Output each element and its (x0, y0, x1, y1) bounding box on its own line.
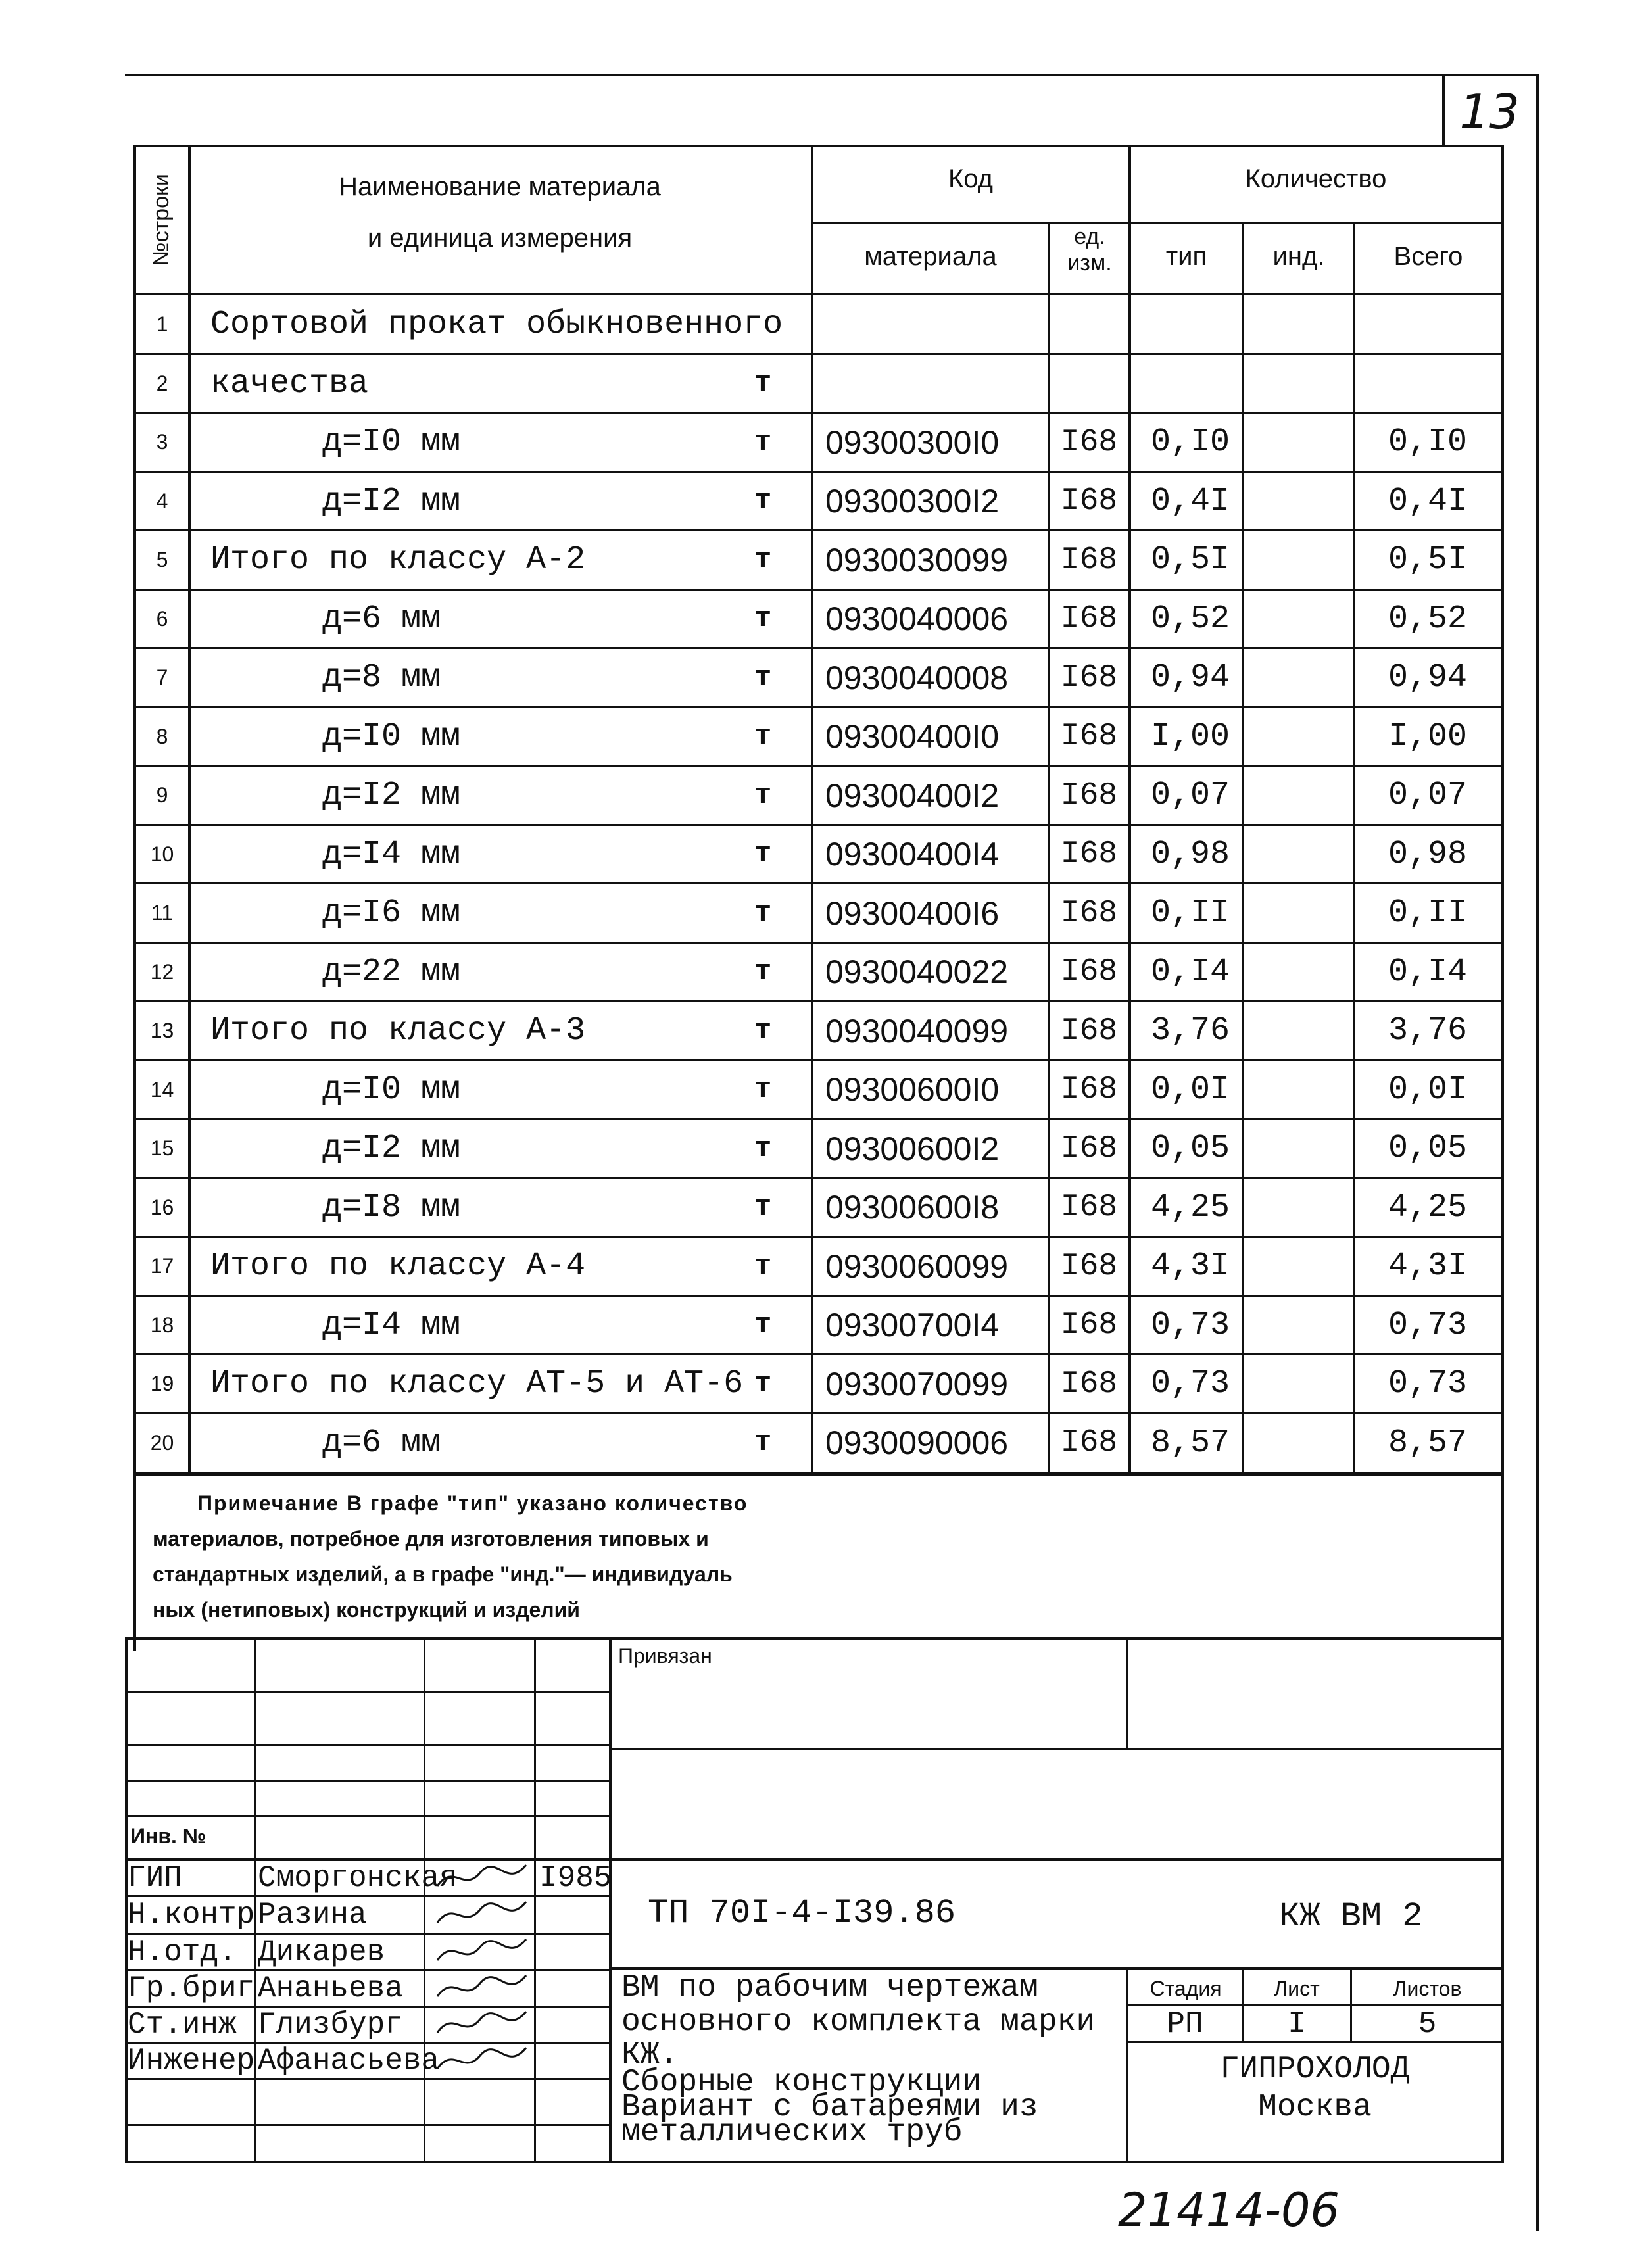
row-number-header: №строки (148, 173, 174, 266)
material-code: 09300400I0 (825, 718, 1000, 756)
unit-code: I68 (1060, 1190, 1118, 1226)
unit-code (1050, 354, 1128, 414)
qty-total: 0,05 (1388, 1130, 1468, 1168)
qty-typ: 4,25 (1151, 1188, 1230, 1226)
row-number: 17 (150, 1254, 174, 1278)
unit-symbol: т (754, 1249, 772, 1283)
material-name: д=I4 мм (322, 1306, 461, 1344)
inventory-number-label: Инв. № (130, 1824, 206, 1848)
qty-typ: 0,I4 (1151, 953, 1230, 991)
material-name: д=I0 мм (322, 717, 461, 756)
note-line2: материалов, потребное для изготовления типовых и (153, 1527, 709, 1551)
unit-symbol: т (754, 1309, 772, 1342)
organization-name: ГИПРОХОЛОД (1220, 2052, 1410, 2087)
qty-typ: 0,05 (1151, 1130, 1230, 1168)
qty-ind (1244, 531, 1353, 590)
note-line1: Примечание В графе "тип" указано количество (197, 1491, 748, 1515)
unit-symbol: т (754, 955, 772, 989)
archive-number: 21414-06 (1118, 2183, 1340, 2237)
signature-scribble (434, 1934, 533, 1971)
unit-symbol: т (754, 602, 772, 636)
qty-ind (1244, 884, 1353, 943)
material-code: 0930040006 (825, 600, 1009, 638)
unit-code: I68 (1060, 1248, 1118, 1284)
qty-total: 0,II (1388, 894, 1468, 932)
code-unit-header: ед. изм. (1067, 224, 1112, 276)
title-line: металлических труб (621, 2115, 963, 2150)
material-code: 09300400I2 (825, 777, 1000, 814)
material-name: д=I4 мм (322, 835, 461, 873)
sheet-value: I (1288, 2007, 1306, 2041)
stage-label: Стадия (1150, 1977, 1222, 2000)
signature-scribble (434, 1970, 533, 2007)
material-name: д=I0 мм (322, 423, 461, 462)
row-number: 6 (156, 606, 168, 631)
unit-code: I68 (1060, 542, 1118, 578)
row-number: 11 (151, 901, 174, 925)
material-code: 0930070099 (825, 1365, 1009, 1403)
staff-date: I985 (539, 1861, 612, 1895)
qty-ind (1244, 413, 1353, 472)
material-code: 09300600I2 (825, 1130, 1000, 1167)
qty-total: 0,4I (1388, 482, 1468, 520)
qty-ind (1244, 1355, 1353, 1414)
qty-typ: 0,52 (1151, 600, 1230, 638)
material-code: 09300400I6 (825, 894, 1000, 932)
material-code: 0930040022 (825, 953, 1009, 991)
qty-ind (1244, 472, 1353, 531)
qty-ind (1244, 1001, 1353, 1061)
stage-value: РП (1167, 2007, 1203, 2041)
qty-typ: 0,4I (1151, 482, 1230, 520)
qty-ind-header: инд. (1272, 242, 1325, 271)
project-code: ТП 70I-4-I39.86 (648, 1894, 956, 1933)
note-line3: стандартных изделий, а в графе "инд."— индивидуаль (153, 1562, 733, 1586)
qty-typ: 0,5I (1151, 541, 1230, 579)
qty-ind (1244, 1178, 1353, 1238)
qty-total: 3,76 (1388, 1012, 1468, 1050)
unit-code: I68 (1060, 836, 1118, 873)
code-material-header: материала (864, 242, 997, 271)
document-mark: КЖ ВМ 2 (1279, 1897, 1423, 1936)
qty-typ: 3,76 (1151, 1012, 1230, 1050)
note-line4: ных (нетиповых) конструкций и изделий (153, 1598, 580, 1622)
row-number: 1 (156, 312, 168, 337)
name-header-line1: Наименование материала (339, 172, 661, 201)
material-code (813, 354, 1048, 414)
staff-role: ГИП (128, 1861, 182, 1895)
qty-ind (1244, 1061, 1353, 1120)
unit-code: I68 (1060, 1130, 1118, 1167)
qty-total (1355, 354, 1501, 414)
title-line: Вариант с батареями из (621, 2090, 1038, 2125)
qty-typ: 4,3I (1151, 1247, 1230, 1286)
qty-total (1355, 295, 1501, 354)
title-line: ВМ по рабочим чертежам (621, 1970, 1038, 2006)
material-code: 0930060099 (825, 1247, 1009, 1285)
material-name: д=22 мм (322, 953, 461, 991)
signature-scribble (434, 1860, 533, 1896)
unit-symbol: т (754, 779, 772, 812)
staff-role: Н.отд. (128, 1935, 237, 1969)
qty-ind (1244, 354, 1353, 414)
row-number: 15 (150, 1136, 174, 1161)
code-header: Код (948, 164, 993, 193)
qty-ind (1244, 825, 1353, 884)
qty-total: 0,73 (1388, 1365, 1468, 1403)
unit-code: I68 (1060, 1072, 1118, 1108)
qty-total: 0,5I (1388, 541, 1468, 579)
staff-name: Афанасьева (258, 2044, 440, 2078)
qty-total: 0,94 (1388, 659, 1468, 697)
row-number: 2 (156, 371, 168, 395)
qty-typ: 8,57 (1151, 1424, 1230, 1462)
staff-name: Ананьева (258, 1971, 403, 2006)
qty-typ: 0,94 (1151, 659, 1230, 697)
material-name: д=I2 мм (322, 1130, 461, 1168)
material-code: 0930090006 (825, 1424, 1009, 1462)
staff-name: Глизбург (258, 2008, 403, 2042)
unit-code: I68 (1060, 601, 1118, 637)
qty-ind (1244, 943, 1353, 1002)
unit-symbol: т (754, 1073, 772, 1107)
material-code: 09300600I0 (825, 1071, 1000, 1109)
name-header-line2: и единица измерения (367, 224, 633, 253)
qty-total: 4,3I (1388, 1247, 1468, 1286)
qty-ind (1244, 1296, 1353, 1355)
unit-symbol: т (754, 720, 772, 754)
row-number: 4 (156, 489, 168, 513)
page-number: 13 (1459, 84, 1520, 139)
material-code: 0930030099 (825, 541, 1009, 579)
unit-symbol: т (754, 1014, 772, 1048)
unit-code: I68 (1060, 777, 1118, 813)
unit-symbol: т (754, 661, 772, 694)
unit-symbol: т (754, 896, 772, 930)
unit-code: I68 (1060, 954, 1118, 990)
material-name: д=6 мм (322, 1424, 441, 1462)
qty-total: 0,52 (1388, 600, 1468, 638)
qty-total: 0,0I (1388, 1071, 1468, 1109)
unit-symbol: т (754, 1191, 772, 1224)
material-code: 09300600I8 (825, 1189, 1000, 1226)
staff-name: Сморгонская (258, 1861, 458, 1895)
qty-total-header: Всего (1393, 242, 1463, 271)
unit-symbol: т (754, 1367, 772, 1401)
qty-typ: 0,98 (1151, 835, 1230, 873)
qty-total: 0,07 (1388, 777, 1468, 815)
qty-total: 8,57 (1388, 1424, 1468, 1462)
qty-total: I,00 (1388, 717, 1468, 756)
material-name: Сортовой прокат обыкновенного (210, 306, 783, 344)
qty-ind (1244, 1119, 1353, 1178)
qty-total: 0,98 (1388, 835, 1468, 873)
row-number: 20 (150, 1430, 174, 1455)
staff-role: Ст.инж (128, 2008, 237, 2042)
material-code: 09300400I4 (825, 836, 1000, 873)
unit-symbol: т (754, 367, 772, 400)
material-code: 09300300I0 (825, 423, 1000, 461)
material-name: д=I0 мм (322, 1071, 461, 1109)
material-name: д=6 мм (322, 600, 441, 638)
qty-typ: 0,07 (1151, 777, 1230, 815)
qty-total: 0,73 (1388, 1306, 1468, 1344)
qty-ind (1244, 648, 1353, 708)
material-name: Итого по классу АТ-5 и АТ-6 (210, 1365, 744, 1403)
qty-typ: 0,0I (1151, 1071, 1230, 1109)
unit-symbol: т (754, 838, 772, 871)
unit-symbol: т (754, 425, 772, 459)
material-code (813, 295, 1048, 354)
unit-code: I68 (1060, 719, 1118, 755)
row-number: 14 (150, 1077, 174, 1101)
signature-scribble (434, 2042, 533, 2079)
qty-ind (1244, 1237, 1353, 1296)
qty-typ: 0,II (1151, 894, 1230, 932)
qty-typ (1131, 295, 1242, 354)
unit-code: I68 (1060, 895, 1118, 931)
material-name: д=I2 мм (322, 777, 461, 815)
row-number: 13 (150, 1019, 174, 1043)
material-code: 0930040099 (825, 1012, 1009, 1050)
unit-code: I68 (1060, 1307, 1118, 1343)
unit-code: I68 (1060, 483, 1118, 519)
staff-name: Разина (258, 1898, 367, 1932)
unit-code: I68 (1060, 1425, 1118, 1461)
row-number: 9 (156, 783, 168, 808)
qty-ind (1244, 708, 1353, 767)
material-code: 09300700I4 (825, 1307, 1000, 1344)
qty-typ: 0,I0 (1151, 423, 1230, 462)
staff-role: Инженер (128, 2044, 255, 2078)
unit-symbol: т (754, 485, 772, 518)
unit-code (1050, 295, 1128, 354)
material-name: Итого по классу А-3 (210, 1012, 586, 1050)
unit-symbol (717, 295, 809, 354)
unit-symbol: т (754, 543, 772, 577)
material-name: д=8 мм (322, 659, 441, 697)
material-name: д=I2 мм (322, 482, 461, 520)
qty-ind (1244, 766, 1353, 825)
qty-ind (1244, 1414, 1353, 1473)
material-name: д=I6 мм (322, 894, 461, 932)
qty-total: 0,I4 (1388, 953, 1468, 991)
row-number: 19 (150, 1372, 174, 1396)
quantity-header: Количество (1245, 164, 1387, 193)
organization-city: Москва (1258, 2090, 1372, 2125)
row-number: 12 (150, 959, 174, 984)
row-number: 5 (156, 548, 168, 572)
unit-code: I68 (1060, 660, 1118, 696)
qty-total: 0,I0 (1388, 423, 1468, 462)
unit-code: I68 (1060, 424, 1118, 460)
row-number: 16 (150, 1195, 174, 1219)
material-name: качества (210, 364, 369, 402)
sheets-label: Листов (1393, 1977, 1462, 2000)
row-number: 18 (150, 1313, 174, 1337)
material-code: 0930040008 (825, 659, 1009, 696)
signature-scribble (434, 1896, 533, 1933)
qty-ind (1244, 590, 1353, 649)
staff-role: Гр.бриг (128, 1971, 255, 2006)
sheets-value: 5 (1418, 2007, 1437, 2041)
qty-typ: I,00 (1151, 717, 1230, 756)
qty-typ-header: тип (1165, 242, 1207, 271)
unit-code: I68 (1060, 1366, 1118, 1402)
privyazan-label: Привязан (618, 1644, 712, 1668)
signature-scribble (434, 2006, 533, 2043)
title-line: основного комплекта марки (621, 2004, 1096, 2040)
title-line: КЖ. (621, 2037, 679, 2073)
title-line: Сборные конструкции (621, 2065, 982, 2100)
material-name: Итого по классу А-2 (210, 541, 586, 579)
material-name: Итого по классу А-4 (210, 1247, 586, 1286)
staff-name: Дикарев (258, 1935, 385, 1969)
unit-symbol: т (754, 1132, 772, 1165)
staff-role: Н.контр (128, 1898, 255, 1932)
qty-ind (1244, 295, 1353, 354)
unit-symbol: т (754, 1426, 772, 1460)
qty-typ: 0,73 (1151, 1306, 1230, 1344)
material-code: 09300300I2 (825, 483, 1000, 520)
row-number: 10 (150, 842, 174, 866)
qty-typ: 0,73 (1151, 1365, 1230, 1403)
row-number: 8 (156, 724, 168, 748)
row-number: 7 (156, 665, 168, 690)
sheet-label: Лист (1274, 1977, 1320, 2000)
qty-typ (1131, 354, 1242, 414)
qty-total: 4,25 (1388, 1188, 1468, 1226)
row-number: 3 (156, 430, 168, 454)
unit-code: I68 (1060, 1013, 1118, 1049)
material-name: д=I8 мм (322, 1188, 461, 1226)
